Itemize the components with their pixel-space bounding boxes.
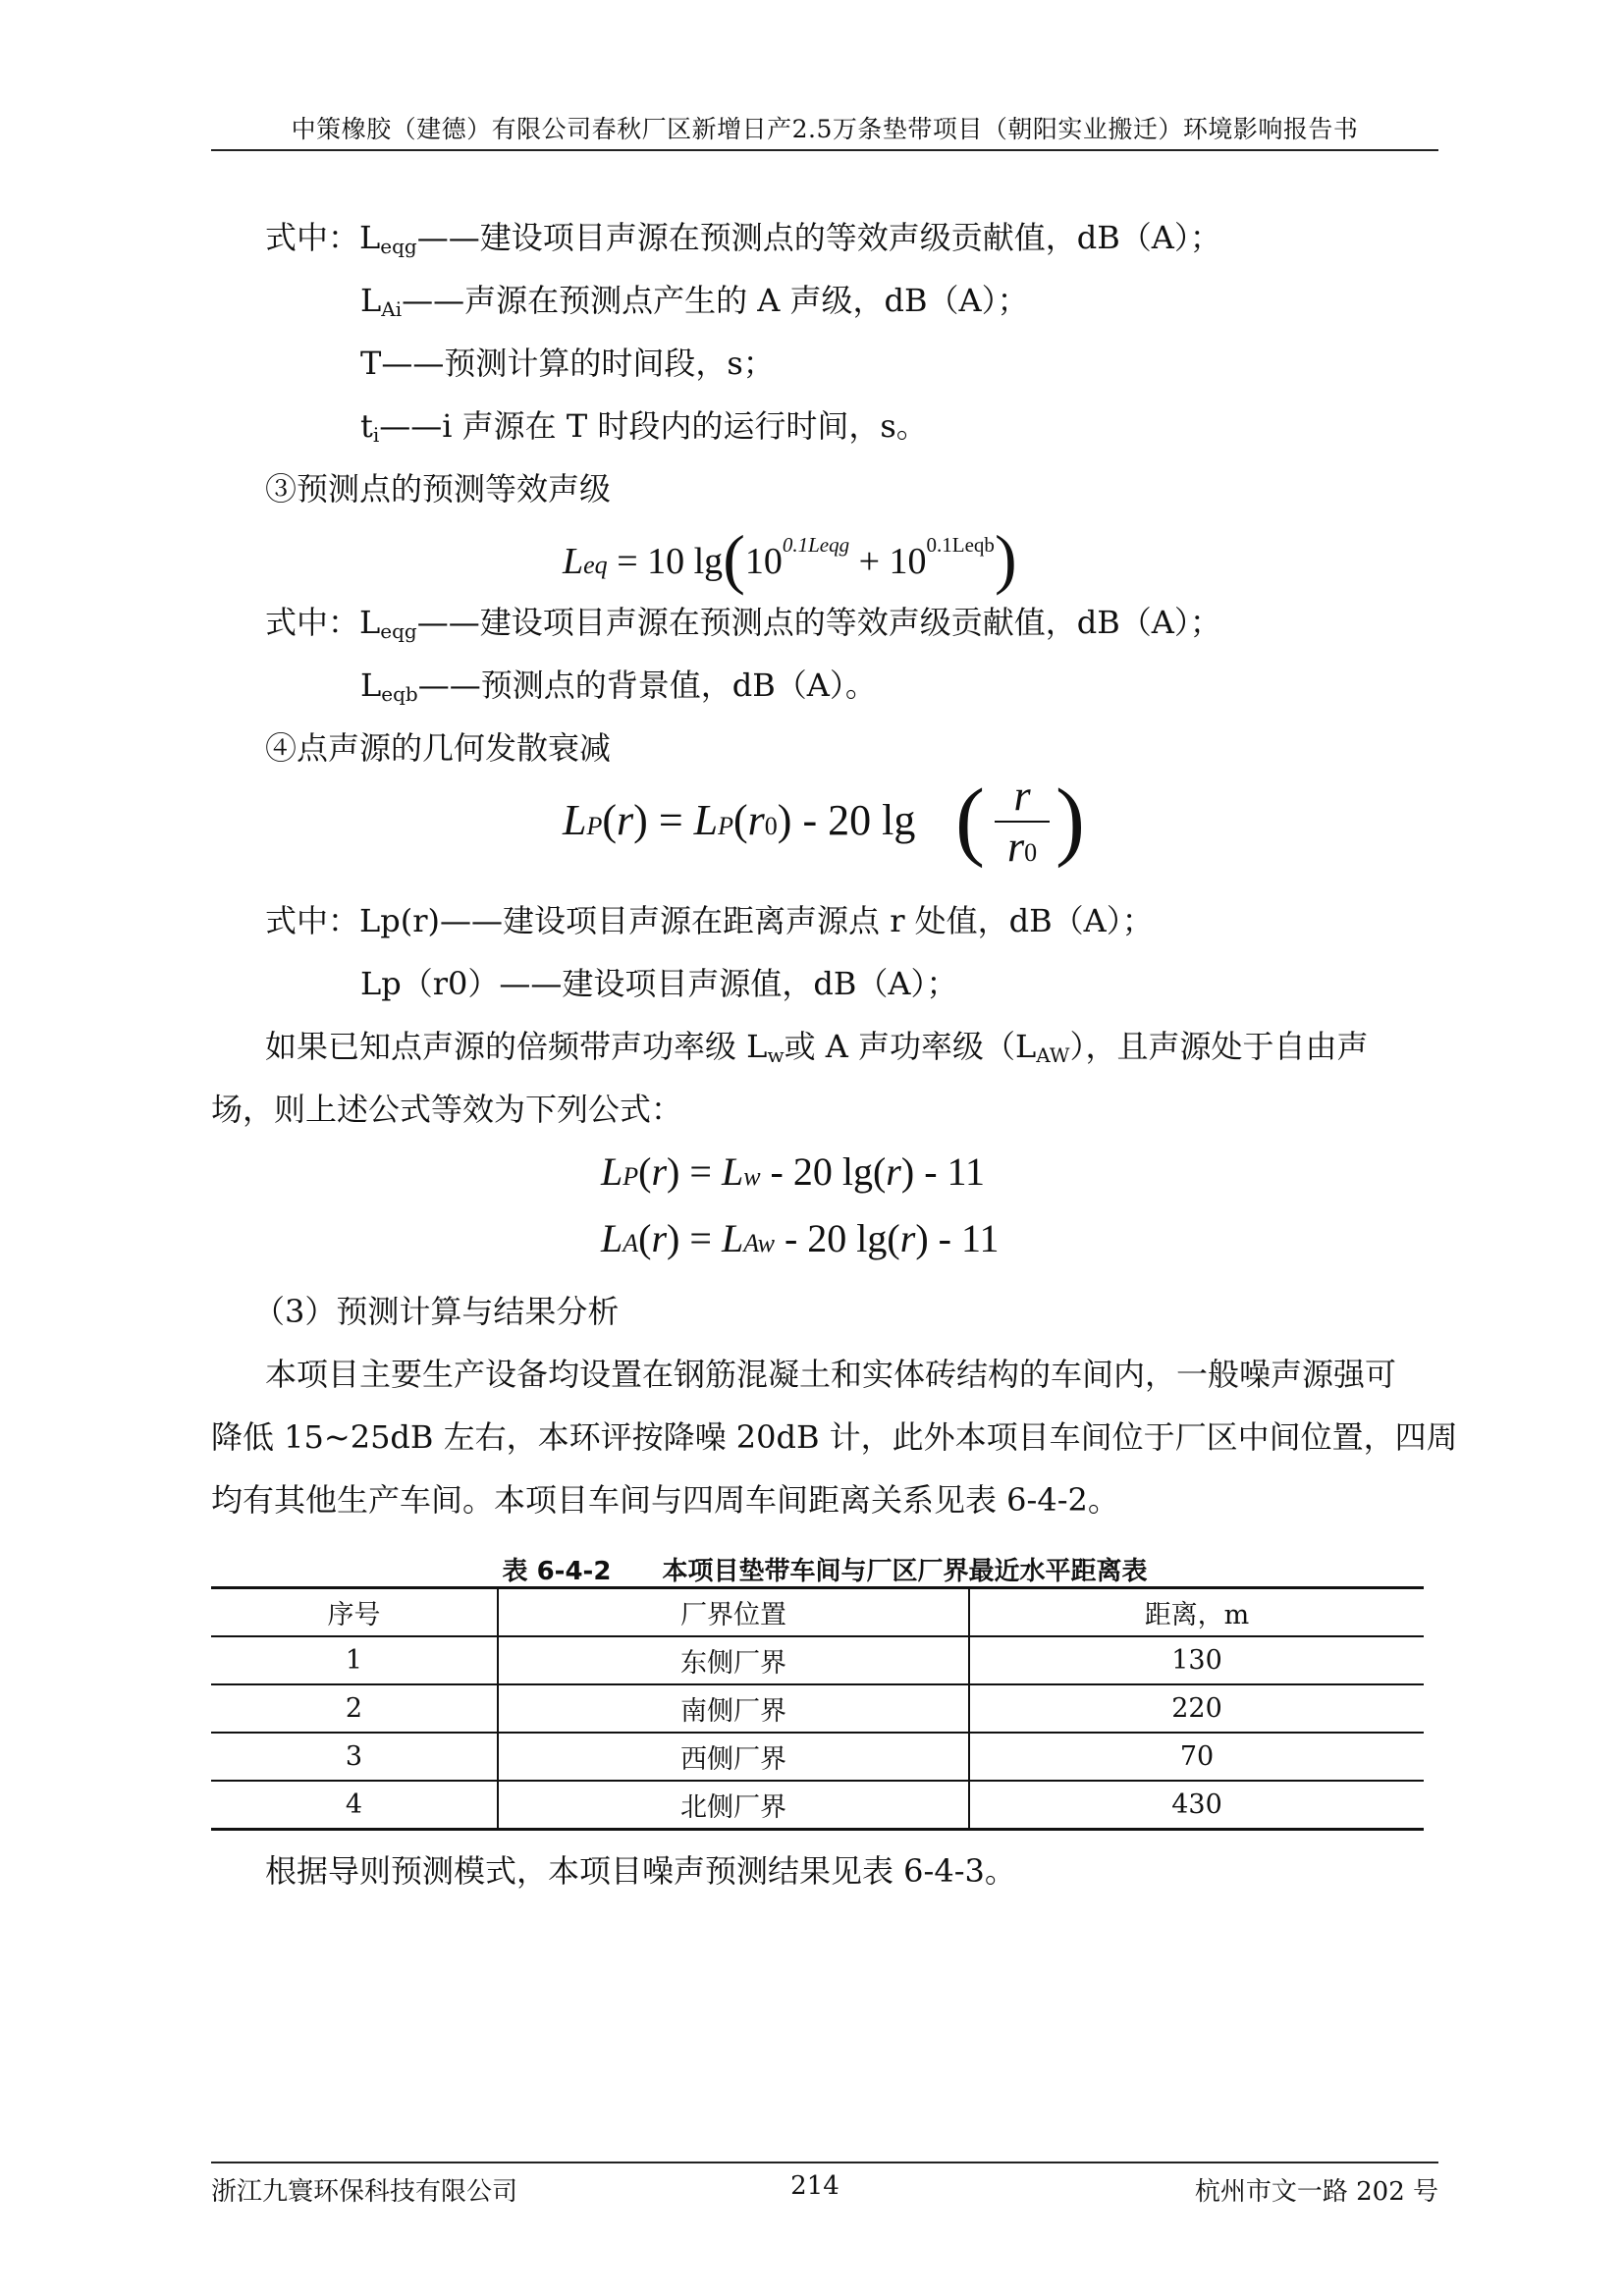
- footer-company: 浙江九寰环保科技有限公司: [211, 2177, 518, 2207]
- def-lai-row: [360, 281, 1029, 329]
- def-prefix: 式中：: [265, 902, 360, 939]
- formula-paren: (: [602, 796, 618, 844]
- formula-symbol: L: [721, 1216, 744, 1260]
- formula-base: 10: [744, 541, 783, 582]
- table-cell: 130: [969, 1636, 1424, 1684]
- formula-subscript: P: [623, 1162, 639, 1191]
- formula-paren: ): [777, 796, 792, 844]
- formula-subscript: P: [586, 812, 603, 840]
- definition-text: Lp（r0）——建设项目声源值，dB（A）；: [360, 965, 958, 1002]
- definition-text: ——i 声源在 T 时段内的运行时间，s。: [379, 407, 928, 445]
- symbol-subscript: eqg: [380, 619, 417, 643]
- text-subscript: w: [767, 1043, 785, 1067]
- formula-paren: (: [955, 772, 985, 869]
- table-caption: 表 6-4-2 本项目垫带车间与厂区厂界最近水平距离表: [502, 1557, 1148, 1586]
- table-cell: 南侧厂界: [498, 1684, 969, 1733]
- section-heading-calc: （3）预测计算与结果分析: [253, 1293, 620, 1330]
- formula-subscript: Aw: [743, 1229, 775, 1257]
- def-lpr-row: [265, 901, 1154, 940]
- formula-exponent: 0.1Leqg: [782, 533, 850, 557]
- formula-operator: - 11: [928, 1216, 1000, 1260]
- formula-symbol: L: [601, 1216, 623, 1260]
- table-cell: 1: [211, 1636, 498, 1684]
- formula-operator: = 10 lg: [607, 541, 724, 582]
- formula-subscript: 0: [1024, 838, 1038, 867]
- definition-text: ——声源在预测点产生的 A 声级，dB（A）；: [402, 282, 1029, 319]
- header-rule: [211, 149, 1438, 151]
- formula-paren: ): [994, 521, 1017, 596]
- table-cell: 3: [211, 1733, 498, 1781]
- formula-variable: r: [899, 1216, 916, 1260]
- formula-subscript: 0: [764, 812, 778, 840]
- symbol-subscript: eqg: [380, 235, 417, 258]
- formula-operator: - 20 lg: [774, 1216, 888, 1260]
- definition-text: ——预测点的背景值，dB（A）。: [417, 667, 877, 704]
- symbol-subscript: eqb: [381, 682, 418, 706]
- def-t-row: [360, 344, 775, 383]
- formula-la-law: [601, 1215, 1000, 1261]
- formula-operator: - 20 lg: [791, 796, 916, 844]
- text-subscript: AW: [1036, 1043, 1070, 1067]
- formula-base: 10: [889, 541, 927, 582]
- table-row: [211, 1733, 1424, 1781]
- formula-paren: ): [633, 796, 648, 844]
- formula-paren: (: [638, 1216, 652, 1260]
- def-prefix: 式中：: [265, 219, 360, 256]
- formula-variable: r: [747, 796, 765, 844]
- symbol: L: [359, 219, 381, 256]
- formula-symbol: L: [563, 796, 587, 844]
- table-row: [211, 1781, 1424, 1830]
- formula-operator: +: [849, 541, 890, 582]
- formula-paren: ): [667, 1216, 680, 1260]
- definition-text: Lp(r)——建设项目声源在距离声源点 r 处值，dB（A）；: [359, 902, 1154, 939]
- formula-variable: r: [617, 796, 634, 844]
- def-ti-row: [360, 406, 928, 454]
- formula-exponent: 0.1Leqb: [926, 533, 995, 557]
- formula-symbol: L: [693, 796, 719, 844]
- table-row: [211, 1684, 1424, 1733]
- footer-address: 杭州市文一路 202 号: [1194, 2177, 1438, 2207]
- column-header: 序号: [211, 1588, 498, 1637]
- formula-variable: r: [1006, 823, 1025, 871]
- formula-symbol: L: [601, 1149, 623, 1194]
- symbol: L: [360, 667, 382, 704]
- formula-paren: (: [872, 1149, 887, 1194]
- formula-fraction: [993, 772, 1052, 872]
- formula-paren: ): [667, 1149, 680, 1194]
- column-header: 距离，m: [969, 1588, 1424, 1637]
- def-prefix: 式中：: [265, 604, 360, 641]
- formula-variable: r: [651, 1216, 668, 1260]
- formula-operator: - 20 lg: [760, 1149, 873, 1194]
- formula-leq: [563, 520, 1017, 598]
- formula-subscript: w: [743, 1162, 761, 1191]
- page-header: 中策橡胶（建德）有限公司春秋厂区新增日产2.5万条垫带项目（朝阳实业搬迁）环境影响报告书: [291, 115, 1359, 143]
- formula-subscript: eq: [583, 551, 608, 579]
- formula-subscript: A: [623, 1229, 639, 1257]
- paragraph-line: 场，则上述公式等效为下列公式：: [211, 1091, 683, 1128]
- def-leqg-row: [265, 603, 1221, 651]
- symbol: L: [360, 282, 382, 319]
- formula-lp-lw: [601, 1148, 985, 1195]
- def-leqb-row: [360, 666, 877, 714]
- section-heading-4: ④点声源的几何发散衰减: [265, 729, 612, 767]
- formula-variable: r: [886, 1149, 901, 1194]
- table-cell: 430: [969, 1781, 1424, 1830]
- definition-text: ——建设项目声源在预测点的等效声级贡献值，dB（A）；: [416, 604, 1221, 641]
- formula-operator: =: [679, 1216, 722, 1260]
- footer-rule: [211, 2162, 1438, 2163]
- formula-symbol: L: [721, 1149, 744, 1194]
- table-row: [211, 1636, 1424, 1684]
- formula-paren: ): [1056, 772, 1085, 869]
- paragraph-line: 本项目主要生产设备均设置在钢筋混凝土和实体砖结构的车间内，一般噪声源强可: [265, 1356, 1397, 1393]
- formula-paren: (: [638, 1149, 652, 1194]
- column-header: 厂界位置: [498, 1588, 969, 1637]
- def-lpr0-row: [360, 964, 958, 1003]
- formula-paren: (: [723, 521, 745, 596]
- def-leqg-row: [265, 218, 1221, 266]
- symbol: L: [359, 604, 381, 641]
- text-run: ），且声源处于自由声: [1069, 1028, 1369, 1065]
- formula-subscript: P: [718, 812, 734, 840]
- table-header-row: [211, 1588, 1424, 1637]
- table-cell: 2: [211, 1684, 498, 1733]
- section-heading-3: ③预测点的预测等效声级: [265, 470, 612, 507]
- table-cell: 70: [969, 1733, 1424, 1781]
- formula-paren: (: [887, 1216, 900, 1260]
- formula-paren: ): [900, 1149, 915, 1194]
- symbol: t: [360, 407, 373, 445]
- formula-symbol: L: [563, 541, 584, 582]
- paragraph-line: 根据导则预测模式，本项目噪声预测结果见表 6-4-3。: [265, 1852, 1016, 1890]
- table-cell: 4: [211, 1781, 498, 1830]
- paragraph-line: 均有其他生产车间。本项目车间与四周车间距离关系见表 6-4-2。: [211, 1481, 1119, 1519]
- formula-variable: r: [651, 1149, 668, 1194]
- table-cell: 北侧厂界: [498, 1781, 969, 1830]
- distance-table: [211, 1586, 1424, 1831]
- formula-operator: =: [679, 1149, 722, 1194]
- formula-operator: =: [647, 796, 694, 844]
- fraction-numerator: r: [1013, 772, 1031, 820]
- formula-operator: - 11: [914, 1149, 986, 1194]
- table-cell: 西侧厂界: [498, 1733, 969, 1781]
- definition-text: ——建设项目声源在预测点的等效声级贡献值，dB（A）；: [416, 219, 1221, 256]
- symbol-subscript: i: [372, 423, 380, 447]
- table-cell: 东侧厂界: [498, 1636, 969, 1684]
- fraction-denominator: [993, 823, 1052, 872]
- formula-paren: ): [915, 1216, 929, 1260]
- text-run: 或 A 声功率级（L: [784, 1028, 1037, 1065]
- text-run: 如果已知点声源的倍频带声功率级 L: [265, 1028, 768, 1065]
- definition-text: T——预测计算的时间段，s；: [360, 345, 775, 382]
- table-cell: 220: [969, 1684, 1424, 1733]
- paragraph-line: 降低 15~25dB 左右，本环评按降噪 20dB 计，此外本项目车间位于厂区中间位置，四周: [211, 1418, 1458, 1456]
- paragraph-line: [265, 1027, 1369, 1075]
- symbol-subscript: Ai: [381, 297, 403, 321]
- page-number: 214: [790, 2171, 839, 2201]
- formula-paren: (: [733, 796, 748, 844]
